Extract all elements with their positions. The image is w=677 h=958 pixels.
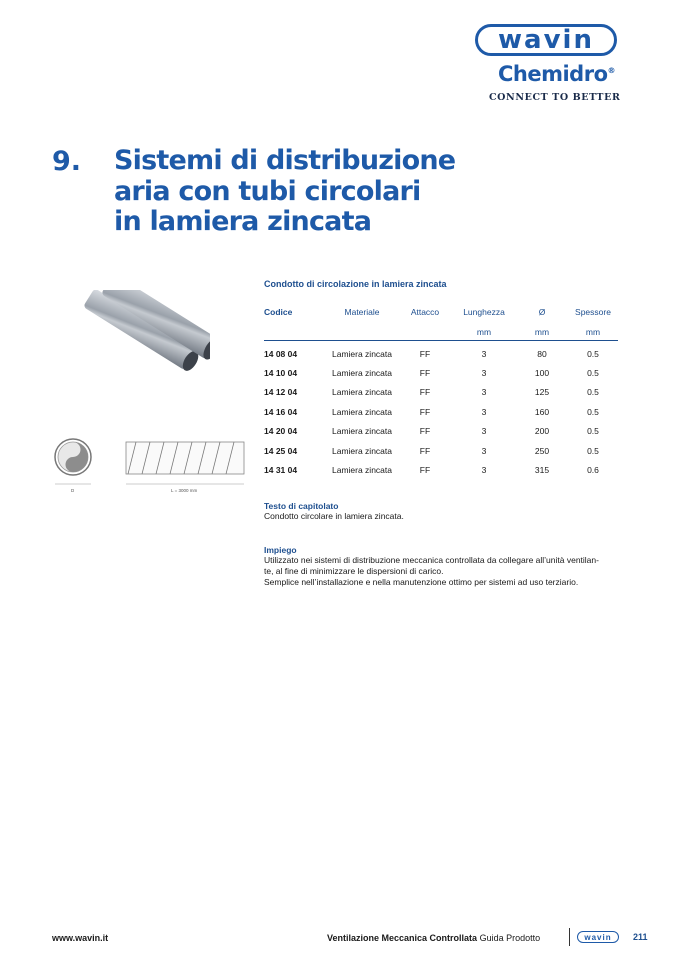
registered-mark: ® xyxy=(607,66,616,75)
product-table xyxy=(264,300,618,480)
unit-diameter: mm xyxy=(534,327,550,337)
table-units-row xyxy=(264,324,618,341)
cell-codice: 14 12 04 xyxy=(264,387,298,398)
table-body xyxy=(264,341,618,480)
header-spessore: Spessore xyxy=(575,307,611,317)
cell-materiale: Lamiera zincata xyxy=(331,406,392,417)
impiego-line: te, al fine di minimizzare le dispersioni di carico. xyxy=(264,566,444,576)
table-row xyxy=(264,402,618,421)
impiego-section xyxy=(264,545,634,588)
cell-spessore: 0.5 xyxy=(587,445,599,456)
cell-spessore: 0.5 xyxy=(587,368,599,379)
table-row xyxy=(264,460,618,479)
cell-diameter: 100 xyxy=(534,368,550,379)
footer-separator xyxy=(569,928,570,946)
table-row xyxy=(264,422,618,441)
cell-attacco: FF xyxy=(419,406,431,417)
cell-lunghezza: 3 xyxy=(481,426,487,437)
cell-attacco: FF xyxy=(419,368,431,379)
chapter-title-line: Sistemi di distribuzione xyxy=(114,145,456,176)
cell-materiale: Lamiera zincata xyxy=(331,387,392,398)
footer-wavin-logo xyxy=(577,931,619,943)
impiego-line: Semplice nell’installazione e nella manutenzione ottimo per sistemi ad uso terziario. xyxy=(264,577,579,587)
cell-spessore: 0.5 xyxy=(587,387,599,398)
chapter-title-line: in lamiera zincata xyxy=(114,206,372,237)
capitolato-heading: Testo di capitolato xyxy=(264,501,339,511)
footer-website[interactable]: www.wavin.it xyxy=(52,933,109,943)
cell-lunghezza: 3 xyxy=(481,445,487,456)
cell-lunghezza: 3 xyxy=(481,406,487,417)
cell-attacco: FF xyxy=(419,465,431,476)
cell-codice: 14 31 04 xyxy=(264,465,298,476)
impiego-line: Utilizzato nei sistemi di distribuzione meccanica controllata da collegare all’unità ventilan- xyxy=(264,555,599,565)
cell-codice: 14 16 04 xyxy=(264,406,298,417)
cell-diameter: 80 xyxy=(537,348,547,359)
cell-spessore: 0.6 xyxy=(587,465,599,476)
cell-codice: 14 20 04 xyxy=(264,426,298,437)
capitolato-section xyxy=(264,501,624,522)
header-lunghezza: Lunghezza xyxy=(463,307,505,317)
table-header-row xyxy=(264,300,618,324)
cell-codice: 14 10 04 xyxy=(264,368,298,379)
chapter-number: 9. xyxy=(52,146,82,177)
cell-attacco: FF xyxy=(419,426,431,437)
unit-spessore: mm xyxy=(585,327,601,337)
footer-logo-text: wavin xyxy=(584,932,612,942)
wavin-logo xyxy=(475,24,617,56)
cell-spessore: 0.5 xyxy=(587,406,599,417)
cell-lunghezza: 3 xyxy=(481,368,487,379)
brand-tagline: CONNECT TO BETTER xyxy=(489,92,621,103)
duct-diagram xyxy=(50,436,250,496)
chapter-title-line: aria con tubi circolari xyxy=(114,175,421,207)
cell-codice: 14 25 04 xyxy=(264,445,298,456)
table-row xyxy=(264,344,618,363)
footer-doc-title-bold: Ventilazione Meccanica Controllata xyxy=(327,933,478,943)
table-title: Condotto di circolazione in lamiera zincata xyxy=(264,279,447,289)
duct-photo xyxy=(80,290,210,390)
cell-materiale: Lamiera zincata xyxy=(331,348,392,359)
footer-doc-title xyxy=(327,933,540,943)
table-row xyxy=(264,383,618,402)
table-row xyxy=(264,363,618,382)
chapter-title xyxy=(114,146,474,238)
cell-lunghezza: 3 xyxy=(481,387,487,398)
chemidro-logo-text: Chemidro xyxy=(498,62,608,86)
cell-materiale: Lamiera zincata xyxy=(331,426,392,437)
header-diameter: Ø xyxy=(538,307,546,317)
cell-spessore: 0.5 xyxy=(587,426,599,437)
header-codice: Codice xyxy=(264,307,293,317)
header-attacco: Attacco xyxy=(410,307,440,317)
cell-diameter: 200 xyxy=(534,426,550,437)
cell-diameter: 160 xyxy=(534,406,550,417)
cell-materiale: Lamiera zincata xyxy=(331,368,392,379)
cell-materiale: Lamiera zincata xyxy=(331,465,392,476)
header-materiale: Materiale xyxy=(344,307,380,317)
cell-attacco: FF xyxy=(419,348,431,359)
cell-codice: 14 08 04 xyxy=(264,348,298,359)
cell-diameter: 250 xyxy=(534,445,550,456)
cell-lunghezza: 3 xyxy=(481,465,487,476)
chemidro-logo xyxy=(498,62,615,86)
cell-attacco: FF xyxy=(419,445,431,456)
wavin-logo-text: wavin xyxy=(498,25,594,55)
diameter-label: D xyxy=(71,488,75,493)
footer-doc-title-rest: Guida Prodotto xyxy=(479,933,541,943)
cell-diameter: 315 xyxy=(534,465,550,476)
table-row xyxy=(264,441,618,460)
capitolato-text: Condotto circolare in lamiera zincata. xyxy=(264,511,404,521)
page-number: 211 xyxy=(633,932,648,942)
cell-lunghezza: 3 xyxy=(481,348,487,359)
cell-materiale: Lamiera zincata xyxy=(331,445,392,456)
cell-diameter: 125 xyxy=(534,387,550,398)
cell-attacco: FF xyxy=(419,387,431,398)
length-label: L = 3000 mm xyxy=(171,488,198,493)
cell-spessore: 0.5 xyxy=(587,348,599,359)
impiego-heading: Impiego xyxy=(264,545,297,555)
unit-lunghezza: mm xyxy=(476,327,492,337)
